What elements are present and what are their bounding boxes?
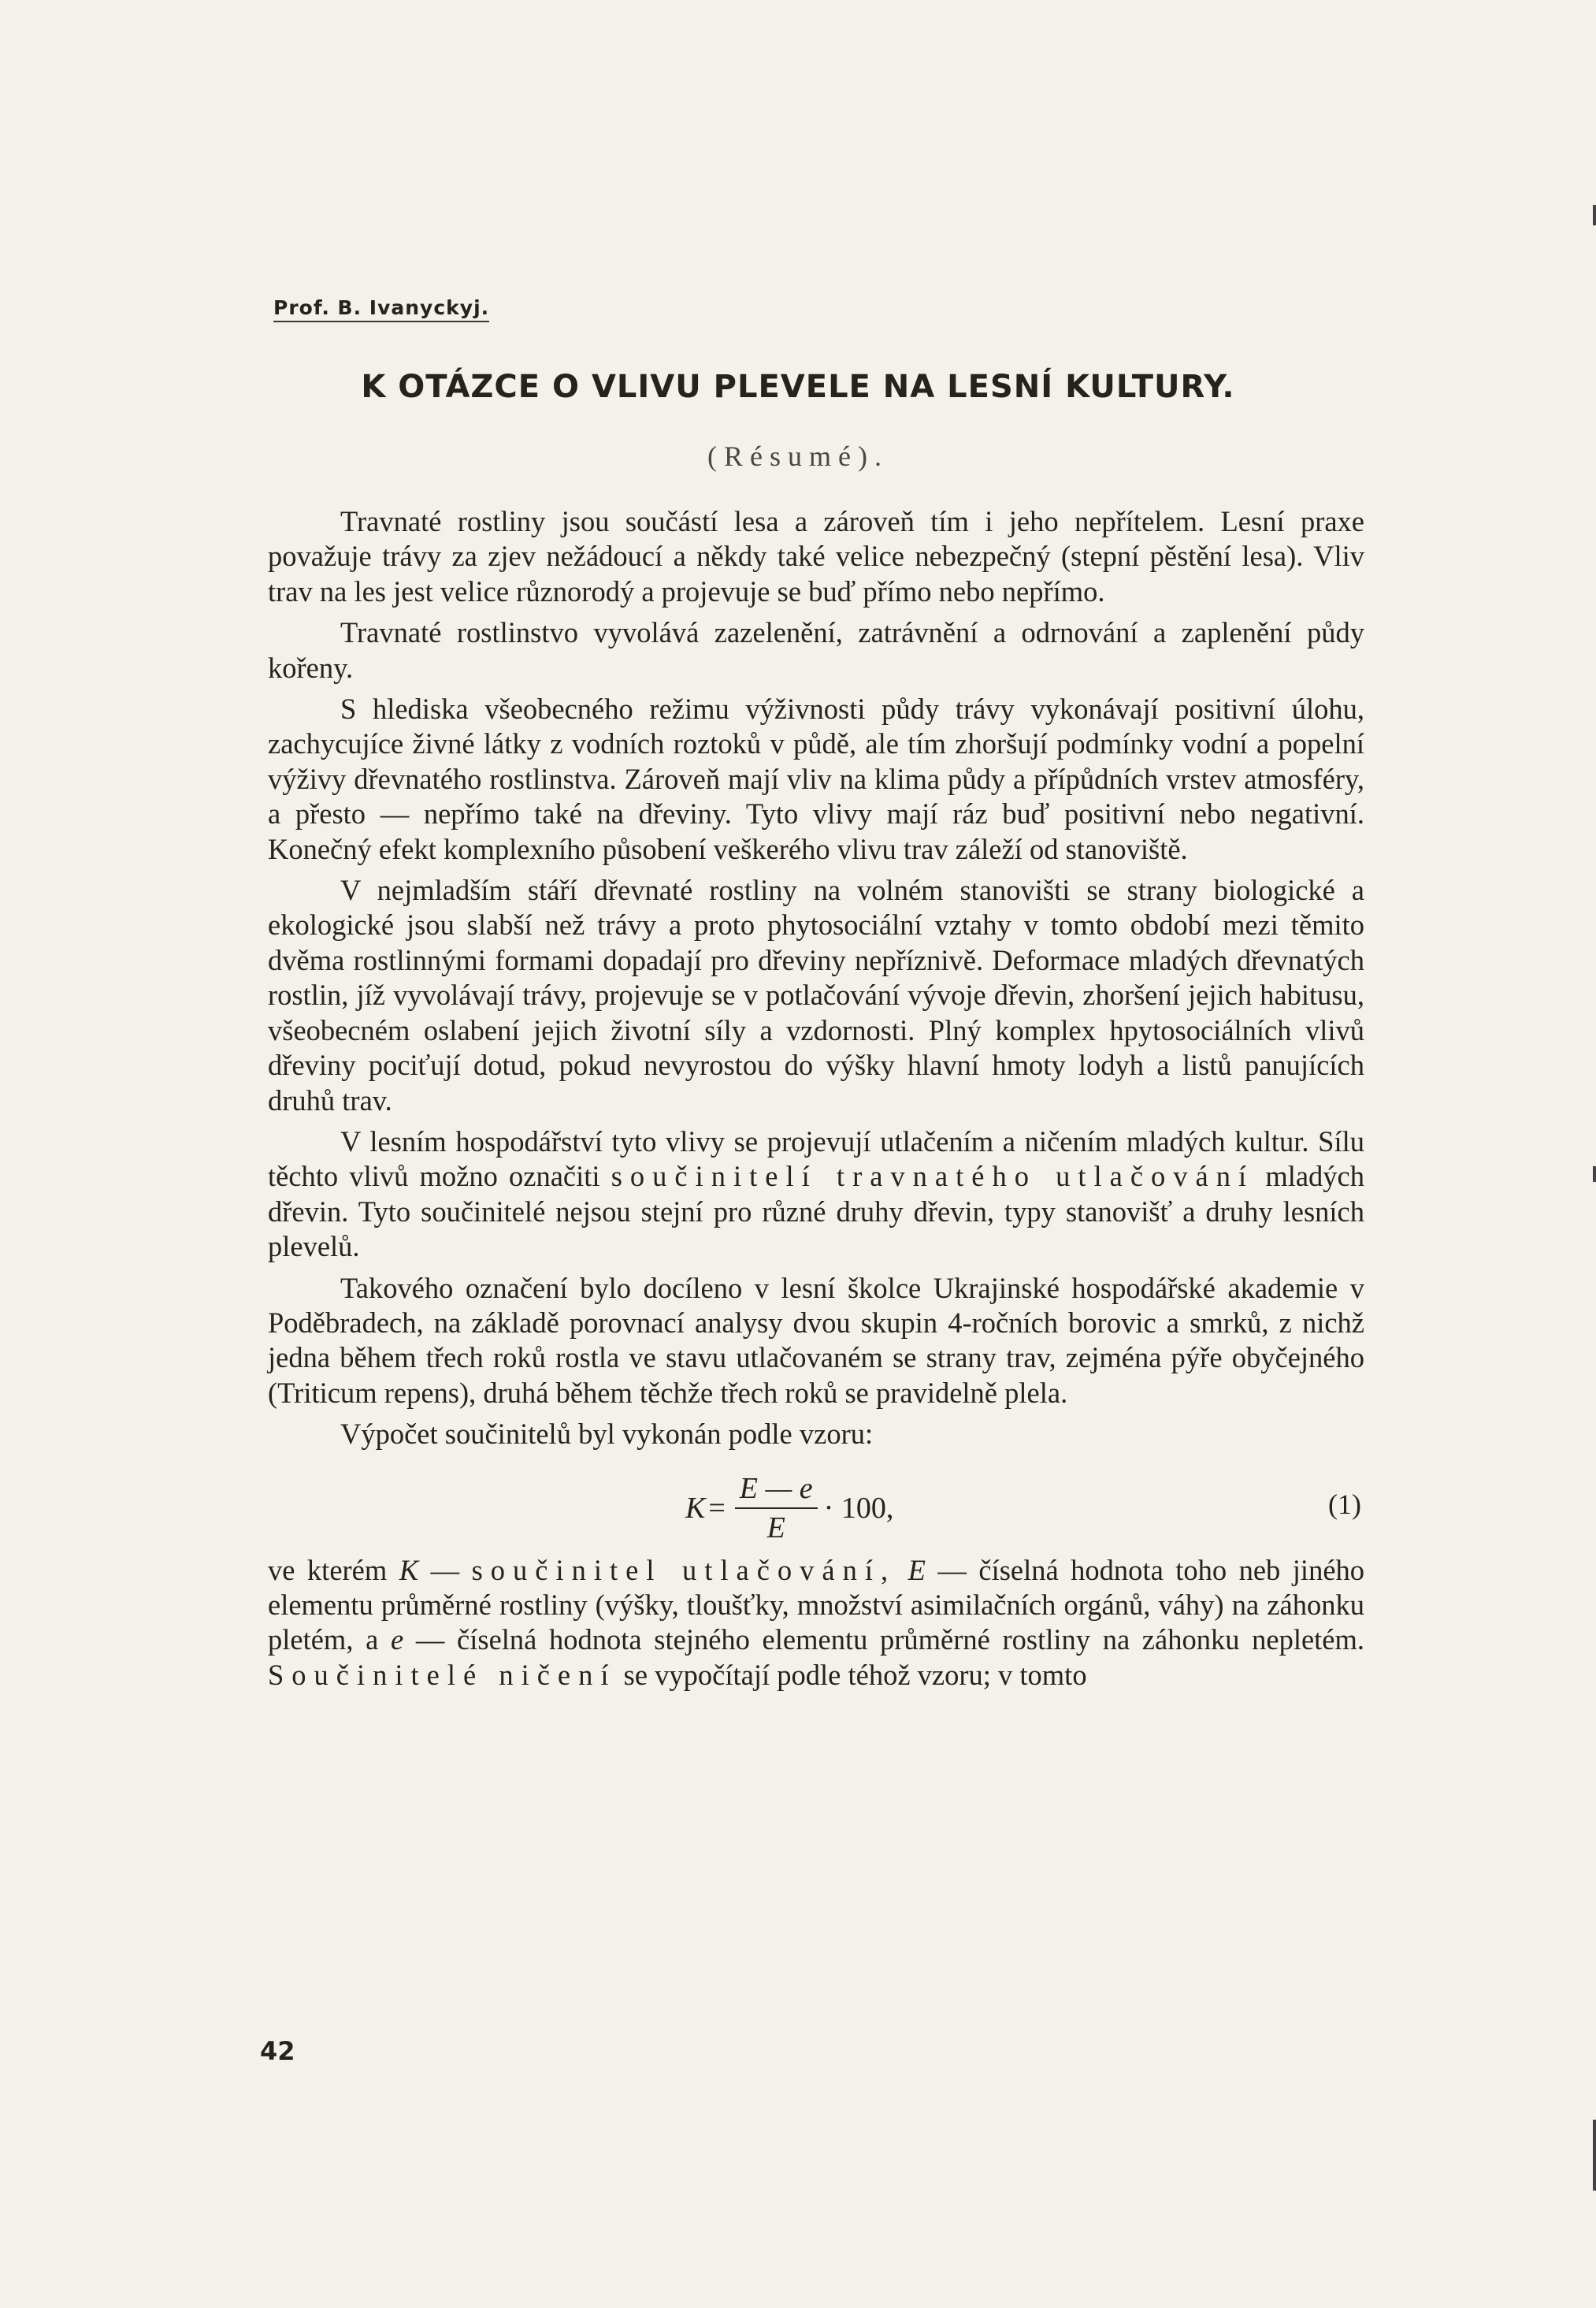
page-number: 42	[260, 2036, 295, 2066]
paragraph: Výpočet součinitelů byl vykonán podle vzoru:	[340, 1418, 874, 1451]
formula-lhs: K	[685, 1491, 706, 1525]
author: Prof. B. Ivanyckyj.	[273, 296, 489, 322]
formula-numerator: E — e	[735, 1471, 818, 1509]
formula-equals: =	[708, 1491, 726, 1525]
article-body	[268, 504, 1364, 1699]
spaced-term: součinitelí travnatého utlačování	[611, 1160, 1255, 1193]
symbol-k: K	[399, 1553, 419, 1586]
formula-expression	[685, 1471, 893, 1546]
paragraph-text: se vypočítají podle téhož vzoru; v tomto	[623, 1658, 1087, 1691]
formula-factor: · 100,	[823, 1491, 894, 1525]
formula-fraction	[735, 1471, 818, 1546]
symbol-e-upper: E	[907, 1553, 926, 1586]
paragraph	[268, 1553, 1364, 1693]
formula-denominator: E	[766, 1511, 785, 1544]
spaced-term: součinitel utlačování,	[471, 1553, 896, 1586]
spaced-term: Součinitelé ničení	[268, 1658, 617, 1691]
paragraph-text: ve kterém	[268, 1553, 388, 1586]
symbol-e-lower: e	[390, 1623, 404, 1656]
paragraph-text: — číselná hodnota stejného elementu průměrné rostliny na záhonku nepletém.	[415, 1623, 1365, 1656]
article-title: K OTÁZCE O VLIVU PLEVELE NA LESNÍ KULTURY.	[361, 369, 1235, 405]
paragraph: V nejmladším stáří dřevnaté rostliny na volném stanovišti se strany biologické a ekologické jsou slabší než trávy a proto phytosociální vztahy v tomto období mezi těmito dvěma rostlinnými formami dopadají pro dřeviny nepříznivě. Deformace mladých dřevnatých rostlin, jíž vyvolávají trávy, projevuje se v potlačování vývoje dřevin, zhoršení jejich habitusu, všeobecném oslabení jejich životní síly a vzdornosti. Plný komplex hpytosociálních vlivů dřeviny pociťují dotud, pokud nevyrostou do výšky hlavní hmoty lodyh a listů panujících druhů trav.	[268, 874, 1364, 1117]
paragraph	[268, 1124, 1364, 1265]
scan-edge-mark	[1593, 1166, 1596, 1182]
paragraph-text: V lesním hospodářství tyto vlivy se projevují utlačením a ničením mladých kultur. Sílu těchto vlivů možno označiti	[268, 1124, 1364, 1193]
paragraph-text: mladých dřevin. Tyto součinitelé nejsou stejní pro různé druhy dřevin, typy stanovišť a druhy lesních plevelů.	[268, 1160, 1364, 1263]
resume-label: (Résumé).	[707, 440, 889, 472]
paragraph-text: — číselná hodnota toho neb jiného elementu průměrné rostliny (výšky, tloušťky, množství asimilačních orgánů, váhy) na záhonku pletém, a	[268, 1553, 1365, 1656]
scan-edge-mark	[1593, 2120, 1596, 2191]
paragraph: Takového označení bylo docíleno v lesní školce Ukrajinské hospodářské akademie v Poděbradech, na základě porovnací analysy dvou skupin 4-ročních borovic a smrků, z nichž jedna během třech roků rostla ve stavu utlačovaném se strany trav, zejména pýře obyčejného (Triticum repens), druhá během těchže třech roků se pravidelně plela.	[268, 1271, 1364, 1409]
paragraph: Travnaté rostliny jsou součástí lesa a zároveň tím i jeho nepřítelem. Lesní praxe považuje trávy za zjev nežádoucí a někdy také velice nebezpečný (stepní pěstění lesa). Vliv trav na les jest velice různorodý a projevuje se buď přímo nebo nepřímo.	[268, 505, 1364, 608]
paragraph: Travnaté rostlinstvo vyvolává zazelenění, zatrávnění a odrnování a zaplenění půdy kořeny.	[268, 616, 1364, 684]
formula-number: (1)	[1328, 1488, 1361, 1520]
scan-edge-mark	[1593, 205, 1596, 225]
paragraph: S hlediska všeobecného režimu výživnosti půdy trávy vykonávají positivní úlohu, zachycujíce živné látky z vodních roztoků v půdě, ale tím zhoršují podmínky vodní a popelní výživy dřevnatého rostlinstva. Zároveň mají vliv na klima půdy a přípůdních vrstev atmosféry, a přesto — nepřímo také na dřeviny. Tyto vlivy mají ráz buď positivní nebo negativní. Konečný efekt komplexního působení veškerého vlivu trav záleží od stanoviště.	[268, 693, 1364, 865]
dash: —	[430, 1553, 460, 1586]
formula	[268, 1460, 1364, 1548]
